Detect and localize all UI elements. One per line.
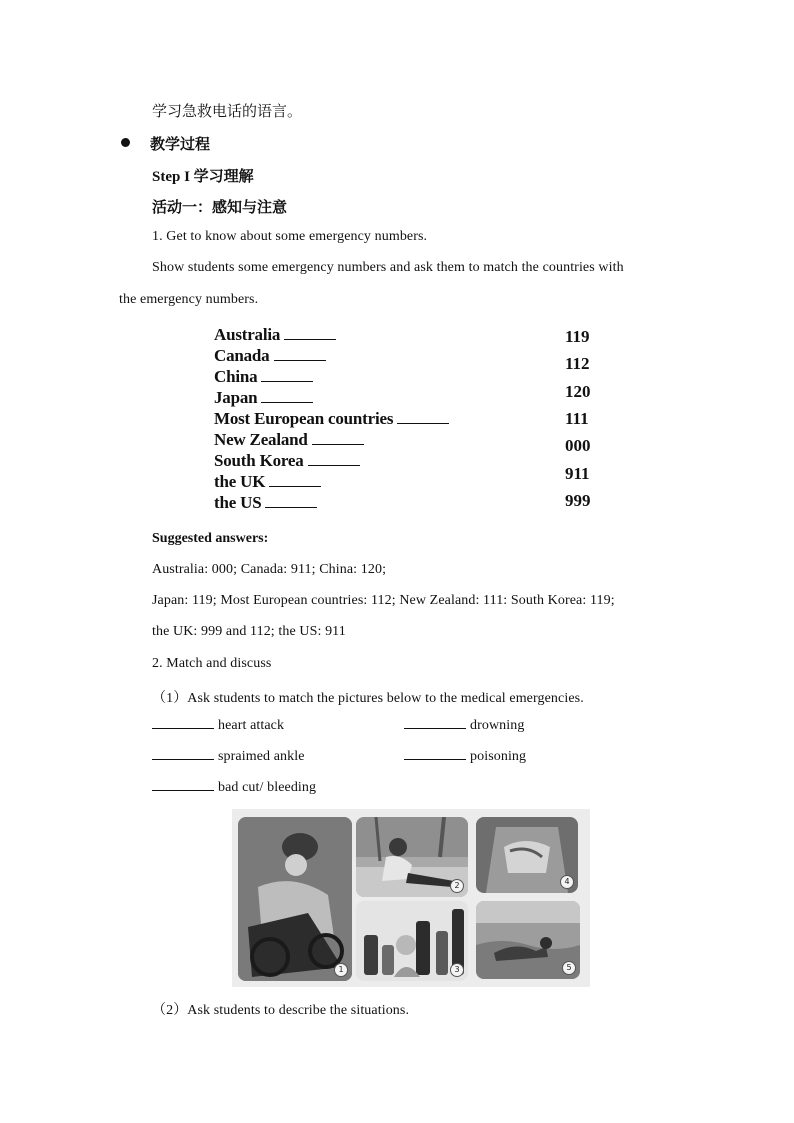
activity-heading: 活动一：感知与注意 [152, 198, 288, 216]
emergency-item: drowning [404, 718, 524, 734]
section-heading: 教学过程 [150, 135, 211, 153]
emergency-number: 000 [565, 436, 591, 455]
country-row: Most European countries [214, 409, 449, 429]
photo-number: 2 [450, 879, 464, 893]
country-row: Canada [214, 346, 326, 366]
emergency-number: 111 [565, 409, 589, 428]
photo-drowning [476, 901, 580, 979]
photo-heart-attack [476, 817, 578, 893]
emergency-number: 119 [565, 327, 590, 346]
country-row: New Zealand [214, 430, 364, 450]
task2-title: 2. Match and discuss [152, 656, 272, 671]
photo-injured-cyclist [238, 817, 352, 981]
country-row: the US [214, 493, 317, 513]
task2-instruction-2: （2）Ask students to describe the situations. [152, 1003, 410, 1018]
photo-number: 1 [334, 963, 348, 977]
task1-description: Show students some emergency numbers and ask them to match the countries with [152, 260, 624, 275]
photo-number: 5 [562, 961, 576, 975]
emergency-item: heart attack [152, 718, 284, 734]
task2-instruction: （1）Ask students to match the pictures below to the medical emergencies. [152, 691, 584, 706]
country-row: China [214, 367, 313, 387]
emergency-item: spraimed ankle [152, 749, 305, 765]
emergency-item: poisoning [404, 749, 526, 765]
photo-poisoning [356, 901, 468, 981]
intro-line: 学习急救电话的语言。 [152, 102, 303, 120]
task1-title: 1. Get to know about some emergency numbers. [152, 229, 428, 244]
answers-line: Australia: 000; Canada: 911; China: 120; [152, 562, 387, 577]
answers-line: the UK: 999 and 112; the US: 911 [152, 624, 346, 639]
step-heading: Step I 学习理解 [152, 169, 254, 185]
photo-number: 3 [450, 963, 464, 977]
country-row: Australia [214, 325, 336, 345]
emergency-number: 911 [565, 464, 590, 483]
emergency-item: bad cut/ bleeding [152, 780, 316, 796]
country-row: the UK [214, 472, 321, 492]
answers-line: Japan: 119; Most European countries: 112; New Zealand: 111: South Korea: 119; [152, 593, 615, 608]
task1-description-cont: the emergency numbers. [119, 292, 259, 307]
photo-number: 4 [560, 875, 574, 889]
photo-person-ankle [356, 817, 468, 897]
emergency-number: 112 [565, 354, 590, 373]
country-row: Japan [214, 388, 313, 408]
emergency-number: 120 [565, 382, 591, 401]
emergency-photos [232, 809, 590, 987]
answers-heading: Suggested answers: [152, 531, 269, 546]
bullet-icon [121, 138, 130, 147]
country-row: South Korea [214, 451, 360, 471]
emergency-number: 999 [565, 491, 591, 510]
